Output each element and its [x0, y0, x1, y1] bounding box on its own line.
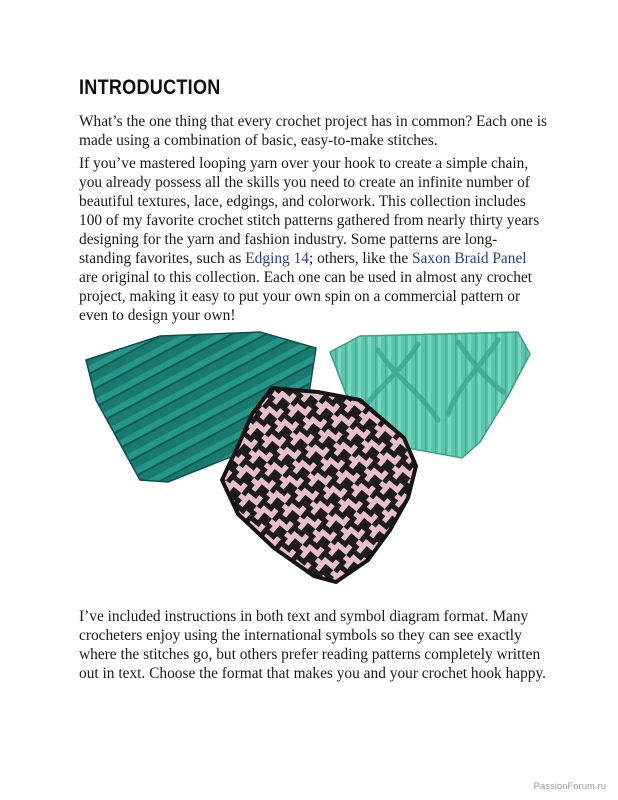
paragraph-2-text-b: ; others, like the — [308, 250, 412, 267]
edging-14-link[interactable]: Edging 14 — [245, 250, 309, 267]
page-title: INTRODUCTION — [79, 76, 221, 99]
watermark: PassionForum.ru — [533, 781, 606, 792]
intro-paragraph-1: What’s the one thing that every crochet project has in common? Each one is made using a combination of basic, easy-to-make stitches. — [79, 113, 547, 149]
paragraph-2-text-c: are original to this collection. Each one can be used in almost any crochet project, making it easy to put your own spin on a commercial pattern or even to design your own! — [79, 269, 533, 324]
paragraph-2-text-a: If you’ve mastered looping yarn over your hook to create a simple chain, you already possess all the skills you need to create an infinite number of beautiful textures, lace, edgings, and colorwork. This collection includes 100 of my favorite crochet stitch patterns gathered from nearly thirty years designing for the yarn and fashion industry. Some patterns are long-standing favorites, such as — [79, 155, 540, 267]
saxon-braid-panel-link[interactable]: Saxon Braid Panel — [412, 250, 527, 267]
intro-paragraph-2 — [79, 154, 549, 325]
intro-paragraph-3: I’ve included instructions in both text and symbol diagram format. Many crocheters enjoy using the international symbols so they can see exactly where the stitches go, but others prefer reading patterns completely written out in text. Choose the format that makes you and your crochet hook happy. — [79, 608, 547, 682]
crochet-swatches-photo — [78, 330, 548, 600]
